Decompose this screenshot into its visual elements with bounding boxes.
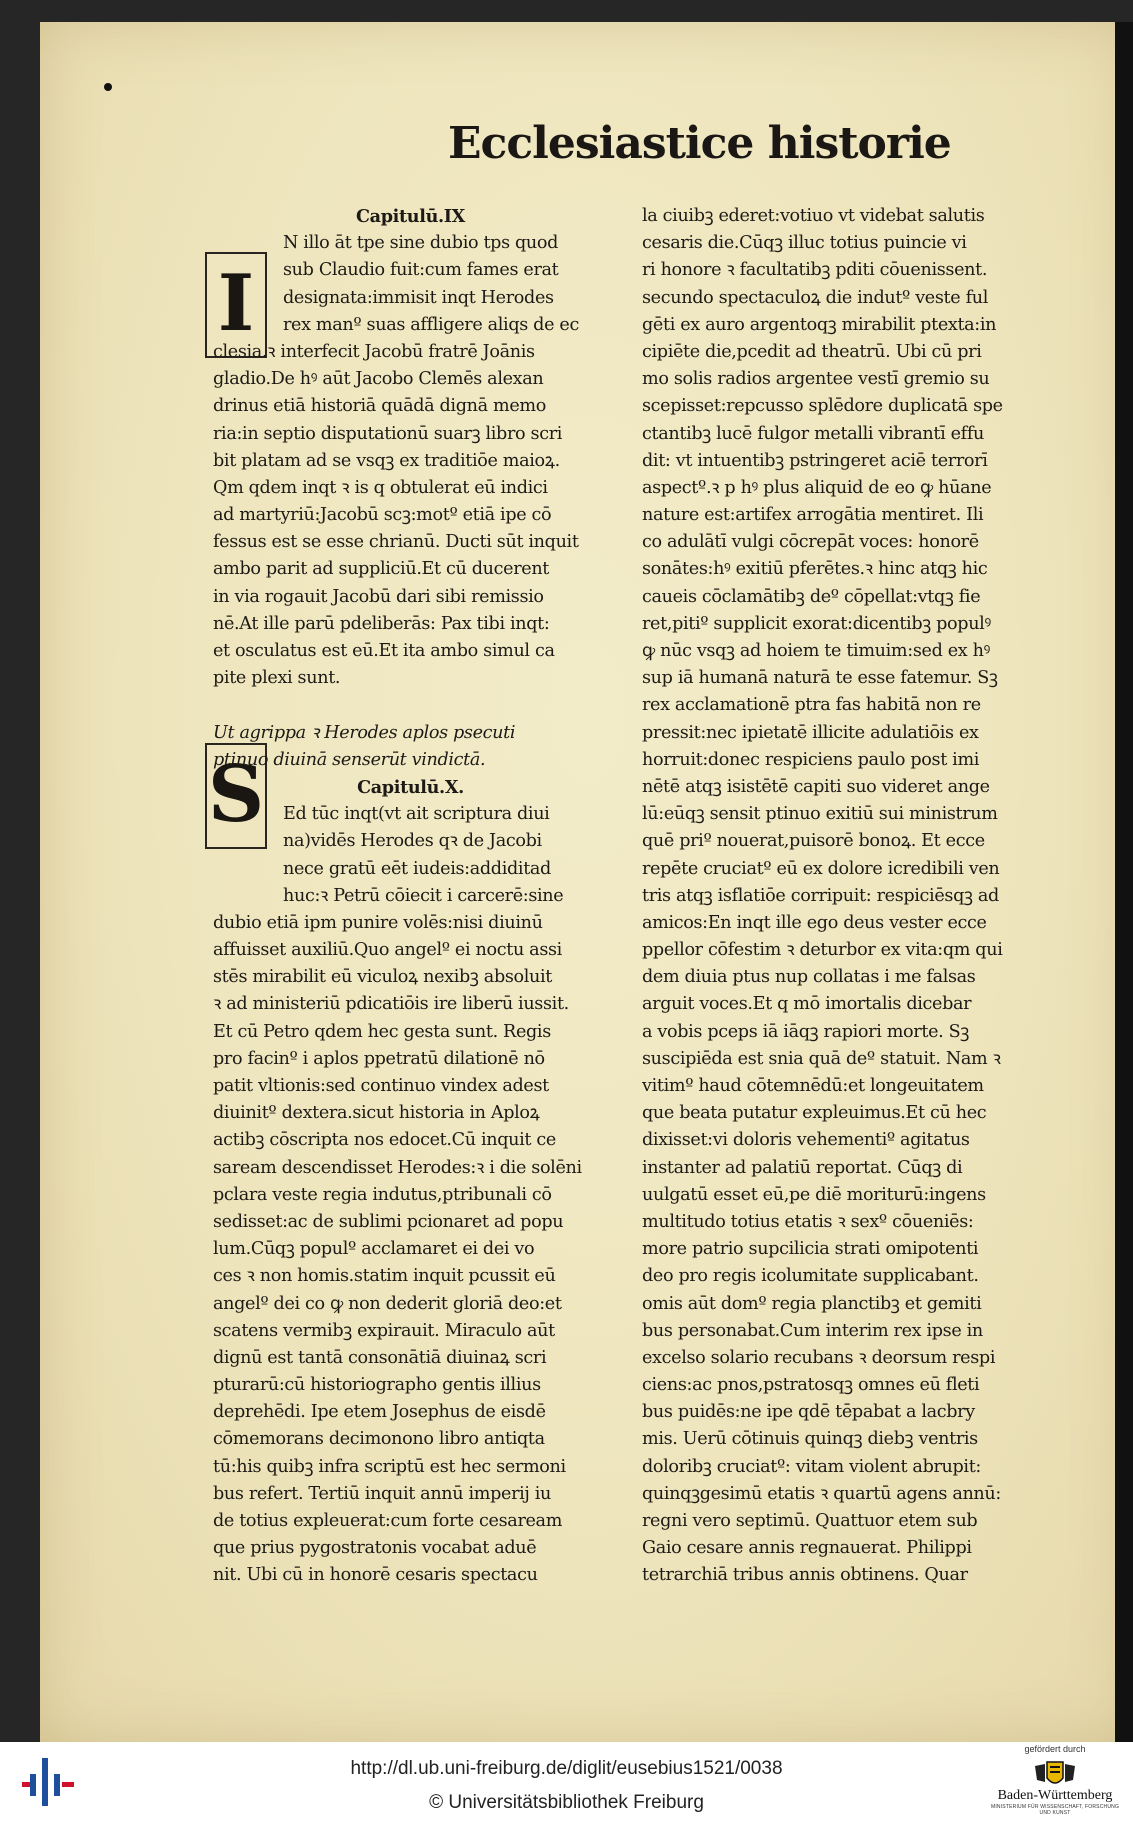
text-line: ces ꝛ non homis.statim inquit pcussit eū	[213, 1266, 556, 1287]
text-line: angelº dei co ꝙ non dederit gloriā deo:et	[213, 1293, 562, 1314]
text-line: affuisset auxiliū.Quo angelº ei noctu assi	[213, 940, 562, 961]
text-line: drinus etiā historiā quādā dignā memo	[213, 396, 546, 417]
text-line: caueis cōclamātibꝫ deº cōpellat:vtqꝫ fie	[642, 586, 981, 607]
text-line: bus personabat.Cum interim rex ipse in	[642, 1320, 983, 1341]
text-line: gēti ex auro argentoqꝫ mirabilit ptexta:in	[642, 314, 997, 335]
text-line: ctantibꝫ lucē fulgor metalli vibrantī effu	[642, 423, 984, 444]
text-line: ꝛ ad ministeriū pdicatiōis ire liberū iussit.	[213, 994, 569, 1015]
text-line: pturarū:cū historiographo gentis illius	[213, 1375, 541, 1396]
text-line: co adulātī vulgi cōcrepāt voces: honorē	[642, 532, 979, 553]
right-text-column	[642, 203, 1037, 1590]
text-line: na)vidēs Herodes qꝛ de Jacobi	[283, 831, 542, 852]
text-line: vitimº haud cōtemnēdū:et longeuitatem	[642, 1076, 984, 1096]
sponsor-logo	[985, 1744, 1125, 1822]
text-line: nē.At ille parū pdeliberās: Pax tibi inqt:	[213, 613, 550, 634]
text-line: instanter ad palatiū reportat. Cūqꝫ di	[642, 1157, 963, 1178]
text-line: sedisset:ac de sublimi pcionaret ad popu	[213, 1211, 564, 1232]
text-line: more patrio supcilicia strati omipotenti	[642, 1239, 979, 1260]
text-line: mis. Uerū cōtinuis quinqꝫ diebꝫ ventris	[642, 1429, 978, 1450]
viewer-footer	[0, 1742, 1133, 1824]
text-line: secundo spectaculoꝝ die indutº veste ful	[642, 287, 988, 308]
text-line: bus refert. Tertiū inquit annū imperij iu	[213, 1483, 552, 1504]
text-line: omis aūt domº regia planctibꝫ et gemiti	[642, 1293, 982, 1314]
text-line: Gaio cesare annis regnauerat. Philippi	[642, 1538, 972, 1559]
initial-letter-chapter9: I	[205, 252, 267, 358]
text-line: regni vero septimū. Quattuor etem sub	[642, 1511, 978, 1531]
text-line: lum.Cūqꝫ populº acclamaret ei dei vo	[213, 1239, 535, 1260]
text-line: que prius pygostratonis vocabat aduē	[213, 1538, 537, 1559]
text-line: de totius expleuerat:cum forte cesaream	[213, 1511, 563, 1531]
sponsor-caption: gefördert durch	[1024, 1744, 1086, 1754]
text-line: rex acclamationē ptra fas habitā non re	[642, 695, 981, 716]
text-line: doloribꝫ cruciatº: vitam violent abrupit:	[642, 1456, 982, 1477]
sponsor-name: Baden-Württemberg	[997, 1788, 1113, 1803]
text-line: dubio etiā ipm punire volēs:nisi diuinū	[213, 912, 543, 933]
text-line: actibꝫ cōscripta nos edocet.Cū inquit ce	[213, 1130, 556, 1151]
text-line: que beata putatur expleuimus.Et cū hec	[642, 1103, 987, 1124]
text-line: sonātes:hꝰ exitiū pferētes.ꝛ hinc atqꝫ hic	[642, 559, 988, 580]
chapter-title-line: ptinuo diuinā senserūt vindictā.	[213, 749, 486, 770]
text-line: amicos:En inqt ille ego deus vester ecce	[642, 912, 987, 933]
text-line: tū:his quibꝫ infra scriptū est hec sermoni	[213, 1456, 566, 1477]
chapter-title-line: Ut agrippa ꝛ Herodes aplos psecuti	[213, 722, 516, 743]
text-line: aspectº.ꝛ p hꝰ plus aliquid de eo ꝙ hūane	[642, 477, 992, 498]
text-line: dit: vt intuentibꝫ pstringeret aciē terrorī	[642, 450, 988, 471]
text-line: stēs mirabilit eū viculoꝝ nexibꝫ absoluit	[213, 967, 553, 988]
text-line: diuinitº dextera.sicut historia in Aploꝝ	[213, 1103, 540, 1124]
text-line	[213, 692, 608, 719]
text-line: pro facinº i aplos ppetratū dilationē nō	[213, 1048, 545, 1069]
text-line: horruit:donec respiciens paulo post imi	[642, 749, 980, 770]
text-line: lū:eūqꝫ sensit ptinuo exitiū sui ministrum	[642, 804, 998, 825]
text-line: scepisset:repcusso splēdore duplicatā spe	[642, 396, 1003, 417]
text-line: ppellor cōfestim ꝛ deturbor ex vita:qm qui	[642, 940, 1003, 961]
text-line: saream descendisset Herodes:ꝛ i die solēni	[213, 1157, 582, 1178]
text-line: rex manº suas affligere aliqs de ec	[283, 314, 579, 335]
ink-dot	[104, 83, 112, 91]
page-edge	[1115, 22, 1133, 1742]
text-line: cipiēte die,pcedit ad theatrū. Ubi cū pri	[642, 341, 982, 362]
text-line: la ciuibꝫ ederet:votiuo vt videbat salutis	[642, 206, 985, 226]
permalink-url[interactable]: http://dl.ub.uni-freiburg.de/diglit/eusebius1521/0038	[350, 1758, 783, 1779]
text-line: gladio.De hꝰ aūt Jacobo Clemēs alexan	[213, 369, 544, 390]
text-line: nece gratū eēt iudeis:addiditad	[283, 858, 551, 879]
chapter-heading: Capitulū.X.	[357, 776, 464, 798]
text-line: in via rogauit Jacobū dari sibi remissio	[213, 586, 544, 607]
text-line: ret,pitiº supplicit exorat:dicentibꝫ populꝰ	[642, 613, 991, 634]
text-line: mo solis radios argentee vestī gremio su	[642, 369, 990, 390]
left-text-column	[213, 203, 608, 1590]
text-line: ciens:ac pnos,pstratosqꝫ omnes eū fleti	[642, 1375, 980, 1396]
text-line: dem diuia ptus nup collatas i me falsas	[642, 967, 976, 988]
text-line: uulgatū esset eū,pe diē moriturū:ingens	[642, 1184, 986, 1205]
text-line: et osculatus est eū.Et ita ambo simul ca	[213, 641, 555, 661]
text-line: designata:immisit inqt Herodes	[283, 287, 554, 308]
text-line: ꝙ nūc vsqꝫ ad hoiem te timuim:sed ex hꝰ	[642, 641, 990, 661]
text-line: suscipiēda est snia quā deº statuit. Nam ꝛ	[642, 1048, 1001, 1069]
text-line: pite plexi sunt.	[213, 668, 341, 689]
text-line: nit. Ubi cū in honorē cesaris spectacu	[213, 1565, 538, 1586]
text-line: tris atqꝫ isflatiōe corripuit: respiciēsqꝫ ad	[642, 885, 999, 906]
text-line: Qm qdem inqt ꝛ is q obtulerat eū indici	[213, 477, 548, 498]
text-line: cōmemorans decimonono libro antiqta	[213, 1429, 545, 1450]
text-line: tetrarchiā tribus annis obtinens. Quar	[642, 1565, 968, 1586]
text-line: sub Claudio fuit:cum fames erat	[283, 260, 559, 281]
text-line: ri honore ꝛ facultatibꝫ pditi cōuenissent.	[642, 260, 988, 281]
text-line: dixisset:vi doloris vehementiº agitatus	[642, 1130, 970, 1151]
text-line: excelso solario recubans ꝛ deorsum respi	[642, 1347, 996, 1368]
running-header: Ecclesiastice historie	[448, 118, 951, 169]
text-line: huc:ꝛ Petrū cōiecit i carcerē:sine	[283, 885, 564, 906]
text-line: multitudo totius etatis ꝛ sexº cōueniēs:	[642, 1211, 974, 1232]
text-line: bus puidēs:ne ipe qdē tēpabat a lacbry	[642, 1402, 975, 1423]
text-line: cesaris die.Cūqꝫ illuc totius puincie vi	[642, 233, 967, 254]
initial-letter-chapter10: S	[205, 743, 267, 849]
text-line: nētē atqꝫ isistētē capiti suo videret ange	[642, 776, 990, 797]
text-line: bit platam ad se vsqꝫ ex traditiōe maioꝝ.	[213, 450, 560, 471]
text-line: quinqꝫgesimū etatis ꝛ quartū agens annū:	[642, 1483, 1001, 1504]
copyright-notice: © Universitätsbibliothek Freiburg	[429, 1792, 704, 1813]
text-line: ambo parit ad suppliciū.Et cū ducerent	[213, 559, 550, 580]
text-line: N illo āt tpe sine dubio tps quod	[283, 233, 559, 254]
text-line: patit vltionis:sed continuo vindex adest	[213, 1076, 549, 1096]
text-line: ria:in septio disputationū suarꝫ libro scri	[213, 423, 563, 444]
text-line: dignū est tantā consonātiā diuinaꝝ scri	[213, 1347, 547, 1368]
text-line: repēte cruciatº eū ex dolore icredibili ven	[642, 858, 1000, 879]
coat-of-arms-icon	[1033, 1758, 1077, 1790]
text-line: sup iā humanā naturā te esse fatemur. Sꝫ	[642, 668, 998, 689]
text-line: arguit voces.Et q mō imortalis dicebar	[642, 994, 972, 1015]
text-line: pclara veste regia indutus,ptribunali cō	[213, 1184, 552, 1205]
text-line: scatens vermibꝫ expirauit. Miraculo aūt	[213, 1320, 555, 1341]
chapter-heading: Capitulū.IX	[356, 206, 465, 227]
text-line: nature est:artifex arrogātia mentiret. Ili	[642, 505, 984, 526]
text-line: deo pro regis icolumitate supplicabant.	[642, 1266, 979, 1287]
text-line: fessus est se esse chrianū. Ducti sūt inquit	[213, 532, 579, 553]
text-line: Ed tūc inqt(vt ait scriptura diui	[283, 804, 550, 825]
text-line: deprehēdi. Ipe etem Josephus de eisdē	[213, 1402, 546, 1423]
text-line: clesia.ꝛ interfecit Jacobū fratrē Joānis	[213, 341, 535, 362]
text-line: pressit:nec ipietatē illicite adulatiōis ex	[642, 722, 979, 743]
sponsor-ministry: MINISTERIUM FÜR WISSENSCHAFT, FORSCHUNG UND KUNST	[990, 1804, 1120, 1816]
text-line: ad martyriū:Jacobū scꝫ:motº etiā ipe cō	[213, 505, 552, 526]
text-line: a vobis pceps iā iāqꝫ rapiori morte. Sꝫ	[642, 1021, 969, 1042]
text-line: Et cū Petro qdem hec gesta sunt. Regis	[213, 1021, 551, 1042]
text-line: quē priº nouerat,puisorē bonoꝝ. Et ecce	[642, 831, 985, 852]
